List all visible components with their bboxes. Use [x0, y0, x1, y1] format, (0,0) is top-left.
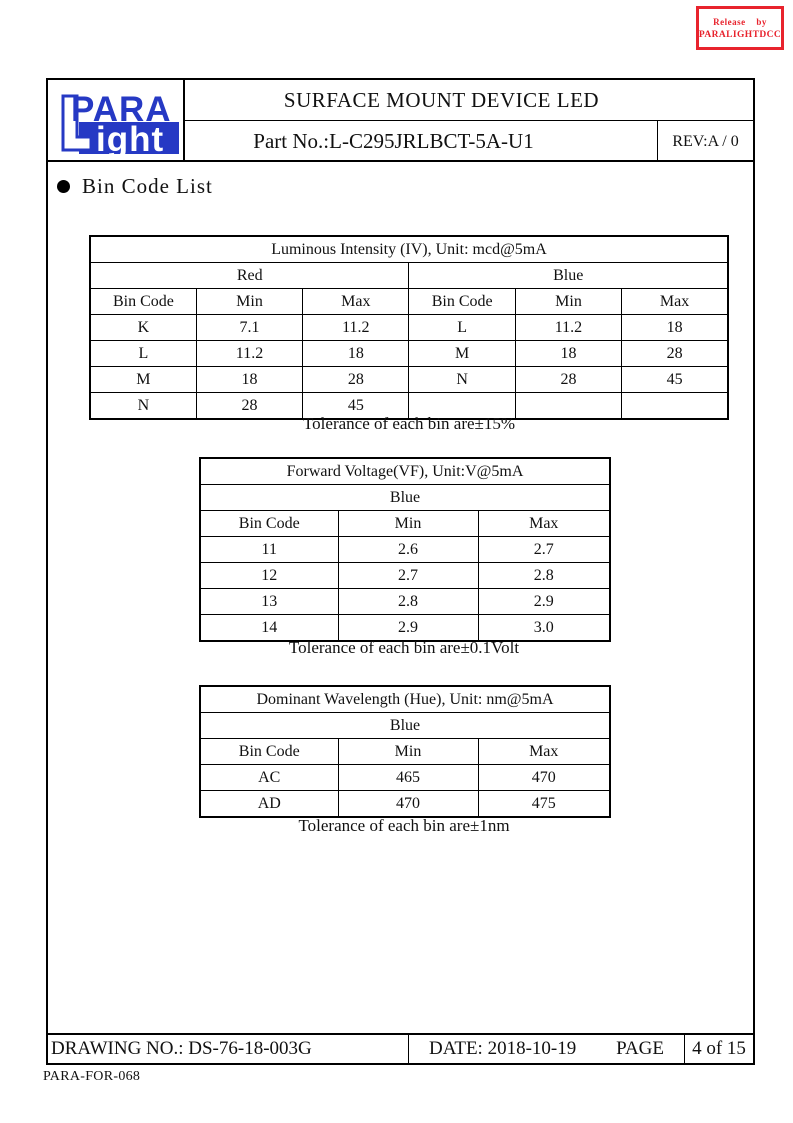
- drawing-number: DRAWING NO.: DS-76-18-003G: [48, 1035, 409, 1063]
- table-cell: 11.2: [515, 315, 621, 341]
- company-logo: [48, 80, 185, 162]
- page-border-frame: [46, 78, 755, 1065]
- table-cell: 28: [622, 341, 728, 367]
- table-cell: 3.0: [478, 615, 610, 642]
- table-row: [200, 589, 610, 615]
- group-blue: Blue: [409, 263, 728, 289]
- tolerance-note: Tolerance of each bin are±0.1Volt: [288, 638, 520, 657]
- column-header-row: [200, 739, 610, 765]
- table-row: [90, 367, 728, 393]
- table-cell: M: [409, 341, 515, 367]
- table-row: [200, 791, 610, 818]
- column-header: Min: [338, 739, 478, 765]
- column-header: Bin Code: [200, 511, 338, 537]
- column-header: Bin Code: [409, 289, 515, 315]
- column-header: Min: [196, 289, 302, 315]
- table-cell: AD: [200, 791, 338, 818]
- table-cell: 45: [622, 367, 728, 393]
- table-cell: N: [90, 393, 196, 420]
- form-number: PARA-FOR-068: [43, 1069, 141, 1084]
- column-header: Min: [338, 511, 478, 537]
- table-title: Luminous Intensity (IV), Unit: mcd@5mA: [90, 236, 728, 263]
- column-header: Min: [515, 289, 621, 315]
- title-block: [185, 80, 753, 162]
- table-title: Forward Voltage(VF), Unit:V@5mA: [200, 458, 610, 485]
- table-cell: 470: [338, 791, 478, 818]
- table-cell: 2.7: [338, 563, 478, 589]
- table-cell: 2.6: [338, 537, 478, 563]
- group-header-row: [200, 713, 610, 739]
- table-cell: 11: [200, 537, 338, 563]
- group-header-row: [200, 485, 610, 511]
- table-cell: 465: [338, 765, 478, 791]
- group-header-row: [90, 263, 728, 289]
- table-cell: 11.2: [303, 315, 409, 341]
- table-cell: 475: [478, 791, 610, 818]
- date-page-cell: [409, 1035, 685, 1063]
- table-cell: M: [90, 367, 196, 393]
- page-label: PAGE: [616, 1038, 664, 1059]
- table-title-row: [90, 236, 728, 263]
- release-stamp-line1: Release by: [713, 16, 767, 27]
- table-cell: 18: [515, 341, 621, 367]
- part-number-row: [185, 121, 753, 162]
- page-number: 4 of 15: [692, 1038, 746, 1059]
- bullet-icon: [57, 180, 70, 193]
- table-row: [200, 537, 610, 563]
- section-heading: [57, 174, 213, 199]
- table-cell: AC: [200, 765, 338, 791]
- table-cell: 28: [196, 393, 302, 420]
- table-cell: 45: [303, 393, 409, 420]
- table-cell: 28: [303, 367, 409, 393]
- title-block-footer: [48, 1033, 753, 1063]
- table-title: Dominant Wavelength (Hue), Unit: nm@5mA: [200, 686, 610, 713]
- table-cell: 18: [303, 341, 409, 367]
- logo-word-top: PARA: [71, 90, 172, 129]
- release-stamp-line2: PARALIGHTDCC: [698, 29, 782, 40]
- tolerance-note: Tolerance of each bin are±1nm: [298, 816, 510, 835]
- column-header: Bin Code: [90, 289, 196, 315]
- document-title: SURFACE MOUNT DEVICE LED: [185, 80, 753, 121]
- forward-voltage-table: [199, 457, 611, 642]
- table-title-row: [200, 686, 610, 713]
- group-blue: Blue: [200, 713, 610, 739]
- table-cell: 2.8: [478, 563, 610, 589]
- column-header: Max: [303, 289, 409, 315]
- column-header: Max: [478, 511, 610, 537]
- column-header-row: [200, 511, 610, 537]
- luminous-intensity-table: [89, 235, 729, 420]
- table-cell: 2.9: [478, 589, 610, 615]
- table-cell: 2.8: [338, 589, 478, 615]
- table-cell: 13: [200, 589, 338, 615]
- column-header: Max: [622, 289, 728, 315]
- table-row: [90, 315, 728, 341]
- column-header-row: [90, 289, 728, 315]
- table-cell: 12: [200, 563, 338, 589]
- logo-word-bottom: ight: [96, 120, 165, 158]
- table-cell: 2.9: [338, 615, 478, 642]
- release-stamp: [696, 6, 784, 50]
- table-cell: 7.1: [196, 315, 302, 341]
- table-cell: N: [409, 367, 515, 393]
- table-cell: K: [90, 315, 196, 341]
- table-cell: 28: [515, 367, 621, 393]
- tolerance-note: Tolerance of each bin are±15%: [302, 414, 516, 433]
- table-cell: L: [409, 315, 515, 341]
- part-number: Part No.:L-C295JRLBCT-5A-U1: [253, 129, 534, 153]
- table-title-row: [200, 458, 610, 485]
- group-blue: Blue: [200, 485, 610, 511]
- table-cell: 11.2: [196, 341, 302, 367]
- table-row: [200, 765, 610, 791]
- column-header: Max: [478, 739, 610, 765]
- paralight-logo-icon: [48, 80, 183, 158]
- dominant-wavelength-table: [199, 685, 611, 818]
- section-heading-label: Bin Code List: [82, 174, 213, 198]
- table-cell: 18: [622, 315, 728, 341]
- group-red: Red: [90, 263, 409, 289]
- date-label: DATE: 2018-10-19: [429, 1038, 577, 1059]
- table-cell: 18: [196, 367, 302, 393]
- table-cell: L: [90, 341, 196, 367]
- table-cell: 14: [200, 615, 338, 642]
- column-header: Bin Code: [200, 739, 338, 765]
- revision-label: REV:A / 0: [657, 121, 753, 162]
- table-cell: 470: [478, 765, 610, 791]
- table-row: [200, 563, 610, 589]
- table-row: [90, 341, 728, 367]
- table-cell: 2.7: [478, 537, 610, 563]
